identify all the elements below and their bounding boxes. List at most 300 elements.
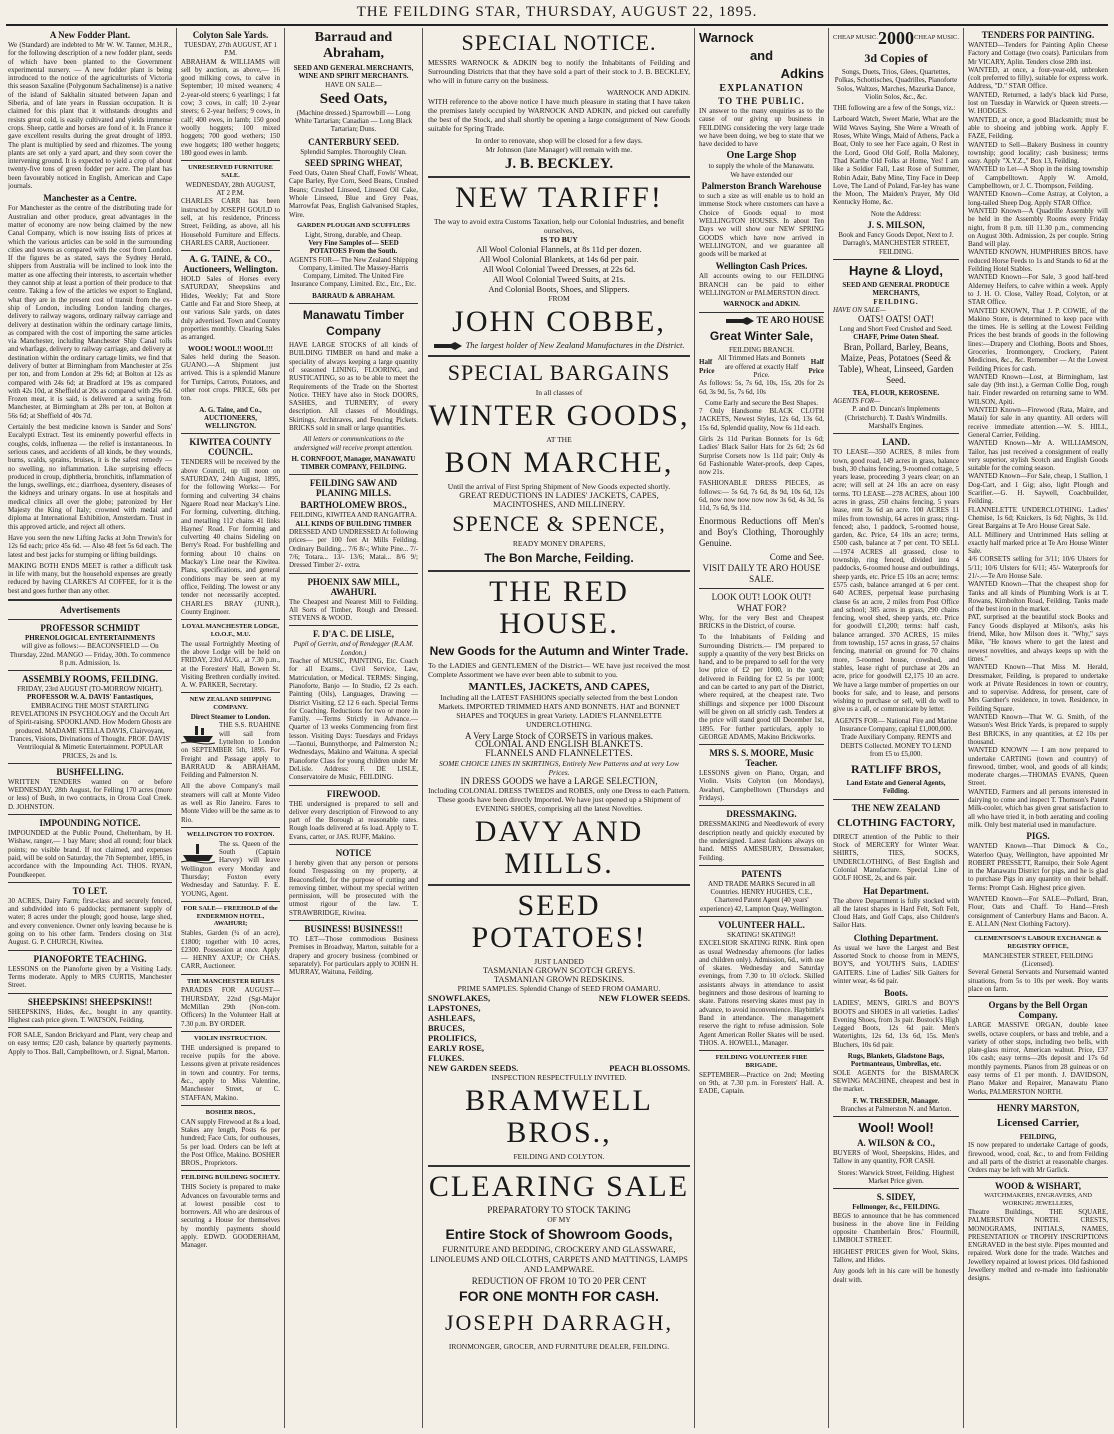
divider [8,670,172,671]
list-item: And Colonial Boots, Shoes, and Slippers. [488,284,630,294]
advert-text: INSPECTION RESPECTFULLY INVITED. [491,1073,627,1083]
divider [833,1188,959,1189]
advert-text: DRESSED AND UNDRESSED At following prices— per 100 feet At Mills Feilding. Ordinary Building... 7/6 8/-; White Pine... 7/- 7/6; Totara... 13/- 13/6; Matai... 8/6 9/; Dressed Timber 2/- extra. [289,528,418,570]
advert-subheading: CHAFF, Prime Oaten Sheaf. [853,333,939,342]
divider [8,882,172,883]
advert-text: Songs, Duets, Trios, Glees, Quartettes, Polkas, Schottisches, Quadrilles, Pianoforte Solos, Waltzes, Marches, Mazurka Dance, Violin Solos, &c., &c. [834,68,958,101]
advert-heading: F. D'A C. DE LISLE, [313,629,394,640]
advert-text: AGENTS FOR— The New Zealand Shipping Company, Limited. The Massey-Harris Company, Limited. The United Fire Insurance Company, Limited. Etc., Etc., Etc. [289,255,418,289]
advert-subheading: Hat Department. [863,885,929,896]
advert-subheading: CHEAP MUSIC. [833,34,878,42]
advert-heading: WELLINGTON TO FOXTON. [186,830,275,838]
list-item: All Wool Colonial Tweed Dresses, at 22s 6d. [482,264,636,274]
advert-subheading: One Large Shop [726,150,797,162]
advert-text: 30 ACRES, Dairy Farm; first-class and securely fenced, and subdivided into 6 paddocks; permanent supply of water; 8 acres under the plough; good house, large shed, and every convenience. Owner only leaving because he is going on to his other farm. Tenders closing on 31st August. G. P. CHURCH, Kiwitea. [8,896,172,947]
advert-subheading: ALL KINDS OF BUILDING TIMBER [295,519,412,528]
advert-text: DRESSMAKING and Needlework of every description neatly and quickly executed by the undersigned. Latest fashions always on hand. MISS AMESBURY, Dressmaker, Feilding. [699,820,824,862]
advert-signature: JOHN COBBE, [452,305,666,338]
advert-text: The way to avoid extra Customs Taxation, help our Colonial Industries, and benefit ourselves, [433,217,685,235]
advert-text: Long and Short Feed Crushed and Seed. [839,325,953,334]
advert-text: CAN supply Firewood at 8s a load, Stakes any length, Posts 6s per hundred; Face Cuts, for outhouses, 5s per load. Orders can be left at the Post Office, Makino. BOSHER BROS., Proprietors. [181,1117,280,1168]
advert-text: Bran, Pollard, Barley, Beans, Maize, Peas, Potatoes (Seed & Table), Wheat, Linseed, Garden Seed. [838,341,954,385]
advert-text: Including COLONIAL DRESS TWEEDS and ROBES, only one Dress to each Pattern. These goods have been directly Imported. We have just opened up a Shipment of EVENING SHOES, comprising all the latest Novelties. [428,786,690,814]
advert-text: MESSRS WARNOCK & ADKIN beg to notify the Inhabitants of Feilding and Surrounding Districts that that they have sold a part of their stock to J. B. BECKLEY, who will in future carry on the business. [428,58,690,85]
list-item: NEW FLOWER SEEDS. [598,993,690,1004]
advert-subheading: READY MONEY DRAPERS, [512,539,606,549]
advert-text: WANTED Known—That Dimock & Co., Waterloo Quay, Wellington, have appointed Mr ROBERT PRESSETT, Ranuipo, their Sole Agent in the Manawatu District for pigs, and he is glad to purchase Pigs in any quantity on their behalf. Terms: Prompt Cash. Highest price given. [968,842,1108,892]
divider [8,993,172,994]
advert-text: PARADES FOR AUGUST— THURSDAY, 22nd (Sgt-Major McMillan 29th (Non-com. Officers) In the Volunteer Hall at 7.30 p.m. BY ORDER. [181,986,280,1028]
advert-heading: 3d Copies of [864,51,928,65]
advert-heading: WINTER GOODS, [428,399,690,433]
divider [289,573,418,574]
advert-text: Larboard Watch, Sweet Marie, What are the Wild Waves Saying, She Were a Wreath of Roses, White Wings, Maid of Athens, Pack a Boat, Only to see her Face again, O Rest in the Lord, Good Old Golf, Rolla Maloney, Thad Karthe Old Folks at Home, Yes! I am like a Soldier Fall, Last Rose of Summer, Robin Adair, Baby Mine, Tiny Face in Deep Love, The Land of Poland, Far-ley has wane the Moon, The Maiden's Prayer, My Old Kentucky Home, &c. [833,115,959,207]
advert-text: HAVE ON SALE— [833,305,886,314]
advert-text: ABRAHAM & WILLIAMS will sell by auction, as above,— 16 good milking cows, to calve in September; 10 mixed weaners; 4 2-year-old steers; 6 yearlings; 1 fat cow; 3 cows, in calf; 10 2-year steers; 6 2-year heifers; 9 cows, in calf; 400 ewes, in lamb; 150 good woolly hoggets; 100 mixed hoggets; 700 good wethers; 150 ewe hoggets; 180 wether hoggets; 180 good ewes in lamb. [181,57,280,157]
classified-item: ALL Millinery and Untrimmed Hats selling at exactly half marked price at Te Aro House Winter Sale. [968,530,1108,556]
advert-heading: Warnock [699,30,754,45]
advert-text: Stables, Garden (¼ of an acre), £1800; together with 10 acres, £2300. Possession at once. Apply— HENRY AXUP; Or CHAS. CARR, Auctioneer. [181,929,280,971]
advert-text: To the LADIES and GENTLEMEN of the District— WE have just received the most Complete Assortment we have ever been able to submit to you. [428,661,690,680]
column-2 [181,28,280,1428]
divider [181,692,280,693]
advert-text: FASHIONABLE DRESS PIECES, as follows:— 5s 6d, 7s 6d, 8s 9d, 10s 6d, 12s 6d, now now now now now 3s 6d, 4s 3d, 5s 11d, 7s 6d, 9s 11d. [699,479,824,513]
advert-text: WITH reference to the above notice I have much pleasure in stating that I have taken the premises lately occupied by WARNOCK AND ADKIN, and picked out carefully the best of the Stock, and shall shortly be opening a large consignment of New Goods suitable for Spring Trade. [428,97,690,133]
column-rule [963,28,964,1428]
advert-heading: SPECIAL BARGAINS [447,360,671,386]
column-6 [833,28,959,1428]
advert-text: TO LET—Those commodious Business Premises in Broadway, Marton, suitable for a drapery and grocery business (combined or separately). For particulars apply to JOHN H. MURRAY, Waituna, Feilding. [289,935,418,977]
advert-text: WANTED Known—For SALE—Pollard, Bran, Flour, Oats and Chaff. To Hand—Fresh consignment of Canterbury Hams and Bacon. A. E. ALLAN (Next Clothing Factory). [968,894,1108,928]
advert-text: Until the arrival of First Spring Shipment of New Goods expected shortly. [447,482,671,492]
advert-text: Sales held during the Season. GUANO.—A Shipment just arrived. This is a splendid Manure for Turnips, Carrots, Potatoes, and other root crops. PRICE, 60s per ton. [181,352,280,403]
divider [699,312,824,313]
advert-subheading: EXPLANATION [719,83,804,94]
advert-text: The usual Fortnightly Meeting of the above Lodge will be held on FRIDAY, 23rd AUG., at 7.30 p.m., at the Foresters' Hall, Bowen St. Visiting Brethren cordially invited. A. W. PARKER, Secretary. [181,639,280,690]
divider [833,433,959,434]
divider [8,1027,172,1028]
advert-subheading: Palmerston Branch Warehouse [701,181,822,192]
advert-heading: A. G. TAINE, & CO., Auctioneers, Wellington. [183,254,278,275]
advert-text: IS now prepared to undertake Cartage of goods, firewood, wood, coal, &c., to and from Feilding and all parts of the district at reasonable charges. Orders may be left with Mr Garlick. [968,1141,1108,1175]
advert-text: All accounts owing to our FEILDING BRANCH can be paid to either WELLINGTON or PALMERSTON direct. [699,272,824,298]
advert-text: LESSONS on the Pianoforte given by a Visiting Lady. Terms moderate. Apply to MRS CURTIS, Manchester Street. [8,964,172,990]
advert-heading: Entire Stock of Showroom Goods, [445,1226,673,1243]
classified-item: WANTED Known—That W. G. Smith, of the Watson's West Brick Yards, is prepared to supply Best BRICKS, in any quantities, at £2 10s per thousand. [968,713,1108,746]
advert-heading: S. SIDEY, [876,1192,916,1203]
column-rule [694,28,695,1428]
masthead: THE FEILDING STAR, THURSDAY, AUGUST 22, 1895. [356,4,758,20]
divider [833,1116,959,1117]
advert-heading: Barraud and Abraham, [314,30,393,61]
column-rule [284,28,285,1428]
advert-text: will give as follows:— BEACONSFIELD — On Thursday, 22nd. MANGO — Friday, 30th. To commence 8 p.m. Admission, 1s. [9,642,171,667]
classified-item: WANTED Known—A Quadrille Assembly will be held in the Assembly Rooms every Friday night, from 8 p.m. till 11.30 p.m., commencing on August 30th. Admission, 2s per couple. String Band will play. [968,206,1108,249]
column-1 [8,28,172,1428]
article-title: A New Fodder Plant. [49,30,131,40]
advert-text: Why, for the very Best and Cheapest BRICKS in the District, of course. [699,613,824,630]
divider [289,844,418,845]
column-5 [699,28,824,1428]
advert-heading: FEILDING BUILDING SOCIETY. [181,1174,280,1182]
advert-text: The above Department is fully stocked with all the latest shapes in Hard Felt, Soft Felt, Cloud Hats, and Golf Caps, also Children's Sailor Hats. [833,896,959,930]
advert-heading: NEW TARIFF! [455,181,663,214]
advert-text: TASMANIAN GROWN SCOTCH GREYS. [482,965,636,976]
advert-subheading: Clothing Department. [853,932,939,943]
advert-subheading: FEILDING AND COLYTON. [513,1152,605,1162]
advert-signature: F. W. TRESEDER, Manager. [852,1096,940,1105]
advert-text: LADIES', MEN'S, GIRL'S and BOY'S BOOTS and SHOES in all varieties. Ladies' Evening Shoes, from 3s pair. Bostock's High Legged Boots, 12s 6d pair. Men's Watertights, 12s 6d, 13s 6d, 15s. Men's Bluchers, 10s 6d pair. [833,999,959,1049]
pointing-hand-icon [433,341,463,351]
classified-item: WANTED to Let—A Shop in the rising township of Campbelltown. Apply W. Arnold, Campbelltown, or J. C. Thompson, Feilding. [968,165,1108,191]
advert-text: THE undersigned is prepared to receive pupils for the above. Lessons given at private residences in town and country. For terms, &c., apply to Miss Valentine, Manchester Street, or C. STAFFAN, Makino. [181,1043,280,1102]
column-3 [289,28,418,1428]
advert-text: FURNITURE AND BEDDING, CROCKERY AND GLASSWARE, LINOLEUMS AND OILCLOTHS, CARPETS AND MATTINGS, LAMPS AND LAMPWARE. [430,1244,688,1275]
advert-text: Stores: Warwick Street, Feilding. Highest Market Price given. [837,1168,955,1185]
classified-item: WANTED, at once, a good Blacksmith; must be able to shoeing and jobbing work. Apply F. FAZE, Feilding. [968,115,1108,141]
advert-text: As follows: 5s, 7s 6d, 10s, 15s, 20s for 2s 6d, 3s 9d, 5s, 7s 6d, 10s [699,379,824,396]
advert-heading: LOYAL MANCHESTER LODGE, I.O.O.F., M.U. [181,623,280,638]
advert-subheading: REDUCTION OF FROM 10 TO 20 PER CENT [471,1276,647,1287]
advert-heading: MRS S. S. MOORE, Music Teacher. [709,748,814,769]
advert-heading: WOOD & WISHART, [994,1181,1082,1192]
advert-text: PRIME SAMPLES. Splendid Change of SEED FROM OAMARU. [457,984,661,994]
advert-text: IN answer to the many enquiries as to the cause of our giving up business in FEILDING considering the very large trade we have been doing, we beg to state that we have decided to have [699,107,824,149]
advert-text: Girls 2s 11d Puritan Bonnets for 1s 6d; Ladies' Black Sailor Hats for 2s 6d; 2s 6d Surprise Corsets now 1s 11d pair; Only 4s 6d Fashionable Water-proofs, deep Capes, now 21s. [699,435,824,477]
list-item: FLUKES. [428,1053,465,1064]
advert-text: THE S.S. RUAHINE will sail from Lyttelton to London on SEPTEMBER 5th, 1895. For Freight and Passage apply to BARRAUD & ABRAHAM, Feilding and Palmerston N. [181,721,280,780]
advert-heading: UNRESERVED FURNITURE SALE. [188,164,273,179]
advert-heading: FOR SALE— FREEHOLD of the ENDERMION HOTEL, AWAHURI; [183,904,278,928]
advert-subheading: WOOL! WOOL!! WOOL!!! [188,344,273,353]
list-item: EARLY ROSE, [428,1043,485,1054]
advert-signature: WARNOCK AND ADKIN. [606,88,690,97]
divider [833,259,959,260]
advert-text: Any goods left in his care will be honestly dealt with. [833,1267,959,1284]
pointing-hand-icon [725,316,755,326]
advert-text: Have you seen the new Lifting Jacks at John Trewin's for 12s 6d each; price 45s 6d. — Also 48 feet 5s 6d each. The latest and best jacks for stumping or lifting buildings. [8,533,172,559]
advert-heading: SPECIAL NOTICE. [461,30,657,55]
divider [181,160,280,161]
side-label: Half Price [808,358,824,375]
advert-text: EXCELSIOR SKATING RINK. Rink open as usual Wednesday afternoons (for ladies and children only). Admission, 6d., with use of skates. Wednesday and Saturday evenings, from 7.30 to 10 o'clock. Skilled assistants always in attendance to assist beginners and those desirous of learning to skate. Patrons reserving skates must pay in advance, to avoid inconvenience. Haybittle's Band in attendance. The management reserve the right to refuse admission. Sole Agent American Roller Skates will be used. THOS. A. HOWELL, Manager. [699,939,824,1047]
advert-date: TUESDAY, 27th AUGUST, AT 1 P.M. [183,41,278,58]
divider [8,950,172,951]
divider [699,588,824,589]
advert-text: Several General Servants and Nursemaid wanted situations, from 5s to 10s per week. Boy wants place on farm. [968,968,1108,993]
steamship-icon [181,723,215,745]
advert-text: I hereby given that any person or persons found Trespassing on my property, at Beaconsfield, for the purpose of cutting and removing timber, without my special written permission, will be prosecuted with the utmost rigour of the law. T. STRAWBRIDGE, Kiwitea. [289,858,418,917]
advert-heading: SHEEPSKINS! SHEEPSKINS!! [27,996,153,1007]
divider [8,619,172,620]
list-item: PROLIFICS, [428,1033,477,1044]
advert-heading: NEW ZEALAND SHIPPING COMPANY. [189,696,272,712]
advert-text: HOLD Sales of Horses every SATURDAY, Sheepskins and Hides, Weekly; Fat and Store Cattle and Fat and Store Sheep, at our various Sale yards, on dates duly advertised. Town and Country properties monthly. Clearing Sales as arranged. [181,275,280,342]
column-rule [422,28,423,1428]
advert-heading: CLOTHING FACTORY, [837,816,955,829]
advert-heading: Adkins [780,66,824,81]
advert-text: Mr Johnson (late Manager) will remain with me. [485,145,633,154]
advert-text: Including all the LATEST FASHIONS specially selected from the best London Markets. IMPORTED TRIMMED HATS AND BONNETS. HAT and BONNET SHAPES and TOQUES in great Variety. LADIE'S FLANNELETTE UNDERCLOTHING. [438,693,680,730]
classified-item: PAT, surprised at the beautiful stock Books and Fancy Goods displayed at Milson's, asks his friend, Mike, how Milson does it. "Why," says Mike, "He knows where to get the latest and newest novelties, and always keeps up with the times." [968,613,1108,663]
advert-subheading: WATCHMAKERS, ENGRAVERS, AND WORKING JEWELLERS, [984,1192,1092,1208]
advert-heading: FEILDING SAW AND PLANING MILLS. [309,478,398,499]
advert-text: FLANNELS AND FLANNELETTES. [485,749,633,760]
classified-item: WANTED Known—Firewood (Rata, Maire, and Matai) for sale in any quantity. All orders will receive immediate attention.—W. S. HILL, General Carrier, Feilding. [968,406,1108,439]
advert-text: JUST LANDED [534,957,584,967]
advert-heading: BARTHOLOMEW BROS., [300,500,407,511]
advert-text: Come and See. [769,551,824,562]
advert-heading: FOR ONE MONTH FOR CASH. [459,1288,659,1305]
advert-text: SHEEPSKINS, Hides, &c., bought in any quantity. Highest cash price given. T. WATSON, Feilding. [8,1007,172,1024]
advert-heading: DRESSMAKING. [726,809,797,820]
advert-heading: KIWITEA COUNTY COUNCIL. [189,437,272,458]
advert-heading: CLEARING SALE [428,1170,690,1204]
divider [181,1170,280,1171]
advert-subheading: MANCHESTER STREET, FEILDING (Licensed). [982,951,1094,969]
advert-heading: and [749,48,774,63]
advert-heading: LAND. [882,437,910,448]
advert-signature: H. CORNFOOT, Manager, MANAWATU TIMBER COMPANY, FEILDING. [291,454,416,472]
advert-signature: DAVY AND MILLS. [474,815,644,881]
advert-text: BEGS to announce that he has commenced business in the above line in Feilding opposite Chamberlain Bros.' Flourmill, LIMBOLT STREET. [833,1211,959,1245]
advert-heading: Seed Oats, [319,90,388,107]
divider [968,1177,1108,1178]
advert-subheading: TO THE PUBLIC. [718,96,805,106]
advert-text: SOME CHOICE LINES IN SKIRTINGS, Entirely New Patterns and at very Low Prices. [438,759,680,778]
advert-text: CHARLES CARR has been instructed by JOSEPH GOULD to sell, at his residence, Princess Street, Feilding, as above, all his Household Furniture and Effects. CHARLES CARR, Auctioneer. [181,197,280,247]
advert-subheading: IS TO BUY [540,235,578,244]
list-item: NEW GARDEN SEEDS. [428,1063,519,1074]
article-text: For Manchester as the centre of the distributing trade for Australian and other produce, great advantages in the matter of economy are now being claimed by the new Canal Company, which is now issuing lists of prices at which the various articles can be sold in the surrounding cities and towns as compared with the cost from London. If the figures be as stated, says the Sydney Herald, shippers from Australia will be inclined to look into the matter as one affecting their interests, to ascertain whether they cannot ship at least a portion of their produce to that centre. Taking a few of the articles we export to England, what they are in the present cost of transit from the ex-ship of London, including London landing charges, delivery to railway wagons, ordinary railway carriage and delivery at destination within the ordinary cartage limits, as compared with the cost of importing the same articles via Manchester, including Manchester Ship Canal tolls and wharfage, delivery to railway carriage, and delivery at destination within the ordinary cartage limits, we find that delivery of butter at Birmingham from Manchester at 25s per ton, and from London at 29s 6d; at Bolton at 12s as compared with 24s 6d; at Bradford at 19s as compared with 42s 10d, at Sheffield at 20s as compared with 29s 6d. Frozen meat, it is said, is delivered at a saving from Manchester, at Birmingham at 28s per ton, at Bolton at 56s 6d; at Sheffield of 40s 7d. [8,204,172,420]
advert-text: The Cheapest and Nearest Mill to Feilding. All Sorts of Timber, Rough and Dressed. STEVENS & WOOD. [289,597,418,623]
divider [181,974,280,975]
advert-subheading: The Bon Marche, Feilding. [484,551,634,566]
advert-heading: Great Winter Sale, [709,329,814,344]
divider [833,799,959,800]
advert-text: AND TRADE MARKS Secured in all Countries. HENRY HUGHES, C.E., Chartered Patent Agent (40 years' experience) 42, Lampton Quay, Wellington. [700,879,823,913]
advert-heading: PIGS. [1026,831,1050,842]
advert-subheading: Licensed Carrier, [996,1116,1080,1129]
advert-text: All letters or communications to the undersigned will receive prompt attention. [294,435,413,452]
advert-signature: J. B. BECKLEY. [504,156,614,172]
list-item: BRUCES, [428,1023,465,1034]
advert-heading: CLEMENTSON'S LABOUR EXCHANGE & REGISTRY OFFICE, [974,935,1102,950]
list-item: SNOWFLAKES, [428,993,491,1004]
divider [289,474,418,475]
advert-heading: THE NEW ZEALAND [851,802,941,813]
classified-item: WANTED to Sell—Bakery Business in country township; good locality; cash business; terms easy. Apply "X.Y.Z.," Box 13, Feilding. [968,140,1108,166]
advert-heading: LOOK OUT! LOOK OUT! WHAT FOR? [711,591,812,613]
divider [699,916,824,917]
advert-text: THIS Society is prepared to make Advances on favourable terms and at lowest possible cost to borrowers. All who are desirous of securing a House for themselves by monthly payments should apply. EDWD. GOODERHAM, Manager. [181,1183,280,1250]
divider [181,827,280,828]
advert-heading: PATENTS [741,868,782,879]
list-item: ASHLEAFS, [428,1013,475,1024]
article-title: Manchester as a Centre. [43,193,137,204]
divider [8,599,172,601]
classified-item: WANTED Known—Come Astray, at Colyton, a long-tailed Sheep Dog. Apply STAR Office. [968,190,1108,207]
advert-text: EMBRACING THE MOST STARTLING REVELATIONS IN PSYCHOLOGY and the Occult Art of Spirit-raising. SPOOKLAND. How Modern Ghosts are produced. MADAME STELLA DAVIS, Clairvoyant, Trances, Visions, Divinations of Thought. PROF. DAVIS' Ventriloquial & Mimetic Entertainment. POPULAR PRICES, 2s and 1s. [8,701,172,760]
divider [699,1050,824,1051]
advert-heading: PIANOFORTE TEACHING. [33,953,147,964]
advert-text: Enormous Reductions off Men's and Boy's Clothing, Thoroughly Genuine. [699,515,824,548]
advert-subheading: IN DRESS GOODS we have a LARGE SELECTION, [460,776,658,787]
advert-signature: A. G. Taine, and Co., AUCTIONEERS, WELLINGTON. [199,405,262,431]
advert-subheading: Very Fine Samples of— SEED POTATOES From the South. [308,238,399,256]
advert-subheading: PREPARATORY TO STOCK TAKING [487,1205,631,1216]
classified-item: WANTED KNOWN, That J. P. COWIE, of the Makino Store, is determined to keep pace with the times. He is selling at the Lowest Feilding Prices the best brands of goods in the following lines:—Drapery and Clothing, Boots and Shoes, Groceries, Ironmongery, Crockery, Patent Medicines, &c., &c. Remember — At the Lowest Feilding Prices for cash. [968,306,1108,373]
advert-subheading: Rugs, Blankets, Gladstone Bags, Portmanteaus, Umbrellas, etc. [847,1052,945,1069]
divider [699,865,824,866]
advert-text: Certainly the best medicine known is Sander and Sons' Eucalypti Extract. Test its eminently powerful effects in coughs, colds, influenza — the relief is instantaneous. In serious cases, and accidents of all kinds, be they wounds, burns, scalds, sprains, bruises, it is the safest remedy — no swelling, no inflammation. Like surprising effects produced in croup, diphtheria, bronchitis, inflammation of the lungs, swellings, etc.; diarrhoea, dysentery, diseases of the kidneys and urinary organs. In use at hospitals and medical clinics all over the globe; patronized by Her Majesty the King of Italy; crowned with medal and diploma at International Exhibition, Amsterdam. Trust in this approved article, and reject all others. [8,423,172,531]
divider [428,570,690,572]
advert-heading: THE RED HOUSE. [489,575,629,641]
advert-heading: TO LET. [72,885,108,896]
advert-heading: SEED POTATOES! [471,889,647,955]
advert-text: AT THE [546,435,572,445]
advert-text: THE undersigned is prepared to sell and deliver every description of Firewood to any part of the Borough at reasonable rates. Rough loads delivered at 6s load. Apply to T. Evans, carter, or JAS. RUFF, Makino. [289,799,418,841]
classified-item: WANTED Known—For Sale, 3 good half-bred Alderney Heifers, to calve within a week. Apply to J. H. O. Close, Valley Road, Colyton, or at STAR Office. [968,273,1108,307]
advert-text: All Trimmed Hats and Bonnets are offered at exactly Half Price. [717,354,806,379]
advert-subheading: Direct Steamer to London. [190,713,271,722]
advert-text: LARGE MASSIVE ORGAN, double knee swells, octave couplers, or bass and treble, and a variety of other stops, including two bells, with plate-glass mirror, American walnut. Price, £37 10s cash; easy terms—20s deposit and 17s 6d monthly payments. Pianos from 28 guineas or on easy terms of £1 per month. J. DAVIDSON, Piano Maker and Repairer, Manawatu Piano Works, PALMERSTON NORTH. [968,1021,1108,1096]
divider [289,785,418,786]
divider [428,176,690,178]
advert-text: OF MY [547,1215,571,1225]
advert-text: (Machine dressed.) Sparrowbill — Long White Tartarian; Canadian — Long Black Tartarian; Duns. [294,108,413,134]
advert-signature: A. WILSON & CO., [857,1138,935,1149]
masthead-rule [6,24,1108,26]
advert-text: In order to renovate, shop will be closed for a few days. [475,136,643,145]
advert-text: BUYERS of Wool, Sheepskins, Hides, and Tallow in any quantity, FOR CASH. [833,1149,959,1166]
list-item: All Wool Colonial Flannels, at 8s 11d per dozen. [476,244,642,254]
advert-signature: BRAMWELL BROS., [465,1084,653,1150]
column-rule [176,28,177,1428]
advert-heading: Organs by the Bell Organ Company. [988,1000,1088,1021]
divider [289,920,418,921]
divider [428,1165,690,1167]
advert-heading: VIOLIN INSTRUCTION. [194,1034,267,1042]
side-label: Half Price [699,358,715,375]
advert-text: As usual we have the Largest and Best Assorted Stock to choose from in MEN'S, BOY'S, and YOUTH'S Suits, LADIES' GAITERS. Line of Ladies' Silk Gaiters for winter wear, 4s 6d pair. [833,943,959,985]
list-item: PEACH BLOSSOMS. [609,1063,690,1074]
advert-heading: TE ARO HOUSE [756,314,824,325]
classified-item: WANTED KNOWN — I am now prepared to undertake CARTING (town and country) of firewood, timber, wool, and goods of all kinds; moderate charges.—THOMAS EVANS, Queen Street. [968,746,1108,788]
advert-heading: NOTICE [335,847,372,858]
classified-item: WANTED—Tenders for Painting Aplin Cheese Factory and Cottage (two coats). Particulars from Mr VICARY, Aplin. Tenders close 28th inst. [968,41,1108,66]
advert-subheading: IRONMONGER, GROCER, AND FURNITURE DEALER, FEILDING. [448,1342,670,1352]
advert-text: Book and Fancy Goods Depot, Next to J. Darragh's, MANCHESTER STREET, FEILDING. [838,231,954,256]
classified-item: WANTED Known—Mr A. WILLIAMSON, Tailor, has just received a consignment of really very superior, stylish Scotch and English Goods suitable for the coming season. [968,439,1108,473]
classified-item: WANTED Known—Lost, at Birmingham, last sale day (9th inst.), a German Collie Dog, rough hair. Finder rewarded on returning same to WM. WILSON, Apiti. [968,372,1108,406]
divider [8,763,172,764]
advert-heading: BOSHER BROS., [205,1108,256,1116]
advert-subheading: Fellmonger, &c., FEILDING. [852,1203,940,1212]
advert-subheading: OATS! OATS! OAT! [858,314,934,325]
advert-text: WRITTEN TENDERS wanted on or before WEDNESDAY, 28th August, for Felling 170 acres (more or less) of Bush, in two contracts, in Oroua Coal Creek. D. JOHNSTON. [8,777,172,811]
list-item: All Wool Colonial Tweed Suits, at 21s. [492,274,626,284]
advert-text: 7 Only Handsome BLACK CLOTH JACKETS, Newest Styles, 12s 6d, 13s 6d, 15s 6d, Splendid quality, Now 6s 11d each. [699,407,824,432]
divider [8,814,172,815]
advert-text: The ss. Queen of the South (Captain Harvey) will leave Wellington every Monday and Thursday; Foxton every Wednesday and Saturday. F. E. YOUNG, Agent. [181,839,280,898]
divider [181,1031,280,1032]
advert-subheading: The largest holder of New Zealand Manufactures in the District. [465,340,685,350]
advert-text: DIRECT attention of the Public to their Stock of MERCERY for Winter Wear. SHIRTS, TIES, SOCKS, UNDERCLOTHING, of Best English and Colonial Manufacture. Special Line of GOLF HOSE, 2s, and 6s pair. [833,832,959,883]
section-title: Advertisements [60,605,120,615]
advert-text: THE following are a few of the Songs, viz.: [833,104,956,113]
classified-item: WANTED KNOWN, HUMPHRIES BROS. have reduced Horse Feeds to 1s and Stands to 6d at the Feilding Hotel Stables. [968,248,1108,274]
advert-heading: Hayne & Lloyd, [849,262,943,278]
advert-text: AGENTS FOR— [833,397,881,406]
divider [181,433,280,434]
advert-subheading: TEA, FLOUR, KEROSENE. [852,388,940,397]
advert-heading: PROFESSOR SCHMIDT [40,623,140,633]
advert-signature: JOSEPH DARRAGH, [444,1310,674,1336]
advert-subheading: FEILDING, KIWITEA AND RANGAITRA. [290,511,417,520]
advert-text: TENDERS will be received by the above Council, up till noon on SATURDAY, 24th August, 1895, for the following Works:— For forming and culverting 34 chains Ngaere Road near Mackay's Line. For forming, culverting, ditching, and metalling 112 chains 41 links Haynes' Road. For forming and culverting 40 chains Sideling on Berry's Road. For bushfelling and forming about 10 chains on Mackay's Line near the Kiwitea. Plans, specifications, and general conditions may be seen at my office, Feilding. The lowest or any tender not necessarily accepted. CHARLES BRAY (JUNR.), County Engineer. [181,458,280,616]
advert-text: LESSONS given on Piano, Organ, and Violin. Visits Colyton (on Mondays), Awahuri, Campbelltown (Thursdays and Fridays). [699,769,824,803]
advert-text: to such a size as will enable us to hold an immense Stock where customers can have a Choice of Goods equal to most WELLINGTON HOUSES. In about Ten Days we will show our NEW SPRING GOODS which have now arrived in WELLINGTON, and we guarantee all goods will be marked at [699,192,824,259]
advert-subheading: SKATING! SKATING!! [727,930,796,939]
advert-heading: Manawatu Timber Company [302,308,405,339]
advert-subheading: WINE AND SPIRIT MERCHANTS. [298,72,409,81]
advert-text: P. and D. Duncan's Implements (Christchurch). T. Dash's Windmills. Marshall's Engines. [844,405,948,430]
advert-heading: VOLUNTEER HALL. [718,919,805,930]
list-item: LAPSTONES, [428,1003,481,1014]
divider [181,619,280,620]
advert-subheading: SEED AND GENERAL MERCHANTS, [293,64,414,72]
advert-heading: HENRY MARSTON, [996,1102,1080,1113]
advert-text: Light, Strong, durable, and Cheap. [305,230,402,239]
advert-heading: BON MARCHE, [444,446,674,480]
divider [968,1099,1108,1100]
advert-text: SOLE AGENTS for the BISMARCK SEWING MACHINE, cheapest and best in the market. [833,1068,959,1094]
advert-text: Splendid Samples. Thoroughly Clean. [300,147,407,156]
steamship-icon [181,842,215,864]
advert-heading: IMPOUNDING NOTICE. [39,818,141,829]
advert-text: FOR SALE, Sandon Brickyard and Plant, very cheap and on easy terms; £20 cash, balance by quarterly payments. Apply to Thos. Ball, Campbelltown, or J. Signal, Marton. [8,1031,172,1056]
advert-subheading: GARDEN PLOUGH AND SCUFFLERS [297,221,410,229]
advert-subheading: FEILDING BRANCH. [729,346,794,355]
divider [428,355,690,357]
advert-text: FROM [548,294,570,303]
advert-text: MAKING BOTH ENDS MEET is rather a difficult task in life with many, but the household expenses are greatly reduced by having CLARKE'S AI COFFEE, for it is the best and goes further than any other. [8,561,172,595]
advert-subheading: MANTLES, JACKETS, AND CAPES, [468,681,650,694]
advert-heading: Wool! Wool! [858,1120,934,1136]
advert-heading: FIREWOOD. [326,788,381,799]
advert-text: IMPOUNDED at the Public Pound, Cheltenham, by H. Wishaw, ranger,— 1 bay Mare; shod all round; four black points; no visible brand. If not claimed, and expenses paid, will be sold on Saturday, the 7th September, 1895, in accordance with the Impounding Act. THOS. RYAN, Poundkeeper. [8,829,172,879]
advert-text: To the Inhabitants of Feilding and Surrounding Districts.— I'M prepared to supply a quantity of the very best Bricks on hand, and to be prepared to sell for the very low price of £2 per 1000, in the yard; delivered in Feilding for £2 5s per 1000; and can be carted to any part of the District, where required, at the cheapest rate. Two shillings and sixpence per 1000 Discount will be given on all strictly cash. Tenders at the price will stand good till December 1st, 1895. For further particulars, apply to GEORGE ADAMS, Makino Brickworks. [699,633,824,741]
advert-subheading: PHRENOLOGICAL ENTERTAINMENTS [24,634,156,642]
advert-text: Branches at Palmerston N. and Marton. [840,1104,952,1113]
advert-subheading: New Goods for the Autumn and Winter Trade. [429,644,689,659]
column-7 [968,28,1108,1428]
classified-item: WANTED Known—That Miss M. Herald, Dressmaker, Feilding, is prepared to undertake work at Private Residences in town or country, and to supervise. Address, for present, care of Mrs Gardner's residence, in town. Residence, in Feilding Square. [968,663,1108,713]
advert-signature: J. S. MILSON, [867,220,925,231]
divider [968,931,1108,932]
advert-signature: BARRAUD & ABRAHAM. [312,291,395,300]
advert-subheading: SEED AND GENERAL PRODUCE MERCHANTS, [842,280,950,298]
advert-date: FRIDAY, 23rd AUGUST (TO-MORROW NIGHT). [17,685,163,694]
classified-item: FLANNELETTE UNDERCLOTHING. Ladies' Chemise, 1s 6d; Knickers, 1s 6d; Nights, 3s 11d. Great Bargains at Te Aro House Great Sale. [968,505,1108,531]
advert-text: Note the Address: [870,209,922,218]
advert-text: HAVE ON SALE— [325,80,382,89]
advert-signature: RATLIFF BROS, [850,762,941,777]
classified-item: WANTED Known—That the cheapest shop for Tanks and all kinds of Plumbing Work is at T. Rowans, Kimbolton Road, Feilding. Tanks made of the best iron in the market. [968,580,1108,614]
divider [181,901,280,902]
classified-item: WANTED, Farmers and all persons interested in dairying to come and inspect T. Thomson's Patent Milk-cooler, which has given great satisfaction to all who have tried it, in both aerating and cooling milk. Only best material used in manufacture. [968,787,1108,829]
